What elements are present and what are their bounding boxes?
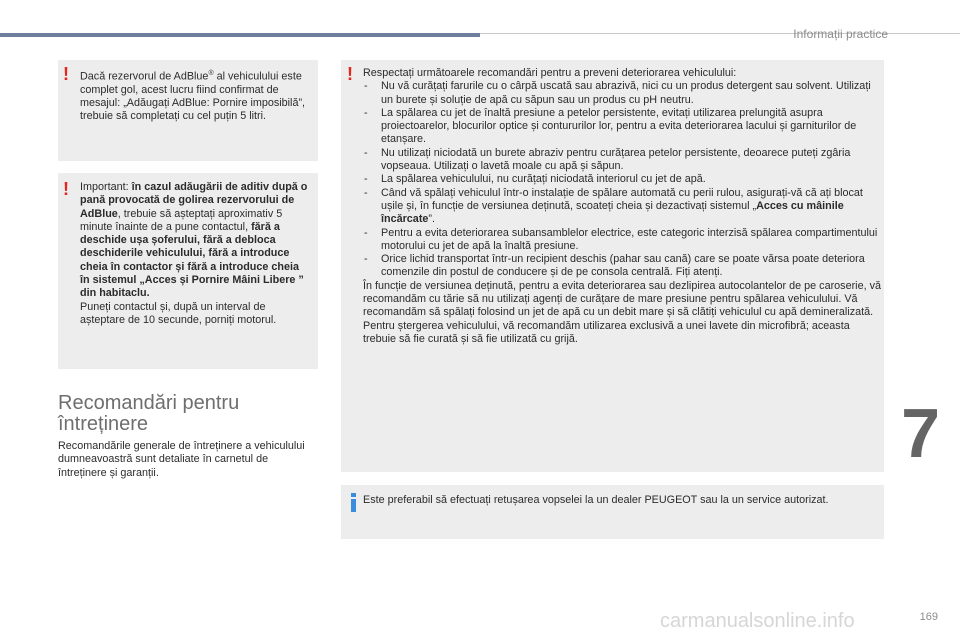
warning2-bold2: fără a deschide ușa șoferului, fără a debloca deschiderile vehiculului, fără a introduce cheia în contactor și fără a introduce cheia în sistemul „Acces și Pornire Mâini Libere ” din habitaclu. bbox=[80, 220, 304, 300]
maintenance-body: Recomandările generale de întreținere a vehiculului dumneavoastră sunt detaliate în carnetul de întreținere și garanții. bbox=[58, 440, 305, 479]
list-item: - La spălarea cu jet de înaltă presiune a petelor persistente, evitați utilizarea prelungită asupra proiectoarelor, blocurilor optice și contururilor lor, pentru a evita deteriorarea lacului și garniturilor de etanșare. bbox=[363, 107, 881, 147]
list-item: - La spălarea vehiculului, nu curățați niciodată interiorul cu jet de apă. bbox=[363, 173, 881, 186]
registered-mark: ® bbox=[208, 70, 214, 77]
warning-text-cleaning bbox=[363, 67, 881, 346]
warning3-intro: Respectați următoarele recomandări pentru a preveni deteriorarea vehiculului: bbox=[363, 67, 737, 79]
exclamation-icon: ! bbox=[63, 64, 69, 84]
list-item: - Orice lichid transportat într-un recipient deschis (pahar sau cană) care se poate vărsa poate deteriora comenzile din postul de conducere și de pe consola centrală. Fiți atenți. bbox=[363, 253, 881, 280]
page-number: 169 bbox=[919, 611, 938, 623]
warning2-lead: Important: bbox=[80, 181, 132, 193]
warning-text-adblue-empty bbox=[80, 67, 312, 124]
list-item: - Nu utilizați niciodată un burete abraziv pentru curățarea petelor persistente, deoarece puteți zgâria vopseaua. Utilizați o lavetă moale cu apă și săpun. bbox=[363, 147, 881, 174]
warning3-para2: Pentru ștergerea vehiculului, vă recomandăm utilizarea exclusivă a unei lavete din microfibră; aceasta trebuie să fie curată și să fie utilizată cu grijă. bbox=[363, 319, 850, 345]
cleaning-recommendations-list bbox=[363, 80, 881, 279]
warning2-text2: Puneți contactul și, după un interval de așteptare de 10 secunde, porniți motorul. bbox=[80, 300, 277, 326]
warning2-text1: , trebuie să așteptați aproximativ 5 minute înainte de a pune contactul, bbox=[80, 207, 283, 233]
list-item bbox=[363, 187, 881, 227]
warning-text-adblue-refill bbox=[80, 181, 310, 327]
maintenance-heading-line2: întreținere bbox=[58, 413, 149, 435]
header-rule bbox=[480, 33, 960, 34]
maintenance-heading-line1: Recomandări pentru bbox=[58, 392, 240, 414]
warning3-para1: În funcție de versiunea deținută, pentru a evita deteriorarea sau dezlipirea autocolantelor de pe caroserie, vă recomandăm cu tărie să nu utilizați agenți de curățare de mare presiune pentru spălarea vehiculului. Vă recomandăm să spălați folosind un jet de apă cu un debit mare și să clătiți vehiculul cu apă demineralizată. bbox=[363, 279, 881, 319]
item-bold: Acces cu mâinile încărcate bbox=[381, 199, 844, 226]
item-text-end: ”. bbox=[428, 213, 436, 226]
watermark: carmanualsonline.info bbox=[660, 610, 855, 632]
list-item: - Nu vă curățați farurile cu o cârpă uscată sau abrazivă, nici cu un produs detergent sau solvent. Utilizați un burete și soluție de apă cu săpun sau un produs cu pH neutru. bbox=[363, 80, 881, 107]
warning1-part2: al vehiculului este complet gol, acest lucru fiind confirmat de mesajul: „Adăugați AdBlue: Pornire imposibilă”, trebuie să completați cu cel puțin 5 litri. bbox=[80, 70, 306, 123]
exclamation-icon: ! bbox=[347, 64, 353, 84]
chapter-number: 7 bbox=[901, 394, 940, 472]
maintenance-heading bbox=[58, 393, 239, 435]
warning1-part1: Dacă rezervorul de AdBlue bbox=[80, 70, 209, 83]
list-item: - Pentru a evita deteriorarea subansamblelor electrice, este categoric interzisă spălarea compartimentului motorului cu jet de apă la înaltă presiune. bbox=[363, 227, 881, 254]
info-text-paint: Este preferabil să efectuați retușarea vopselei la un dealer PEUGEOT sau la un service autorizat. bbox=[363, 494, 829, 506]
header-accent-bar bbox=[0, 33, 480, 37]
item-text: Când vă spălați vehiculul într-o instalație de spălare automată cu perii rulou, asigurați-vă că ați blocat ușile și, în funcție de versiunea deținută, scoateți cheia și dezactivați sistemul „ bbox=[381, 186, 863, 212]
exclamation-icon: ! bbox=[63, 179, 69, 199]
section-title: Informații practice bbox=[793, 27, 888, 41]
info-icon bbox=[351, 493, 356, 512]
warning2-bold1: în cazul adăugării de aditiv după o pană provocată de golirea rezervorului de AdBlue bbox=[80, 181, 308, 220]
